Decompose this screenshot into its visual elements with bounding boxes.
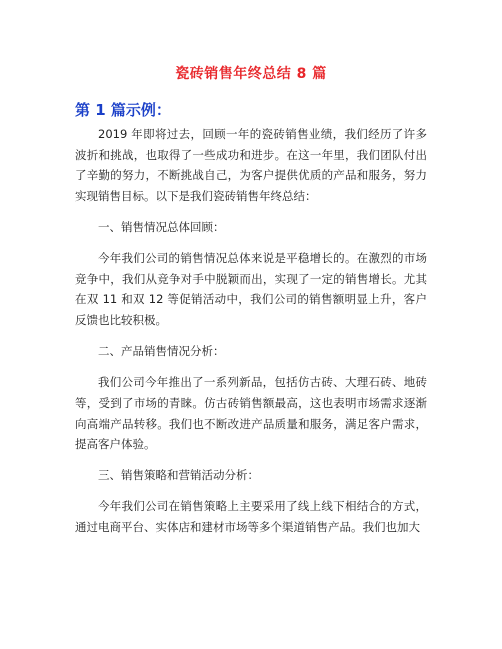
document-title: 瓷砖销售年终总结 8 篇 [175, 66, 327, 82]
paragraph-sales-overview: 今年我们公司的销售情况总体来说是平稳增长的。在激烈的市场竞争中，我们从竞争对手中脱颖而出，实现了一定的销售增长。尤其在双 11 和双 12 等促销活动中，我们公司的销售额明显上升，客户反馈也比较积极。 [75, 251, 427, 327]
paragraph-strategy-analysis: 今年我们公司在销售策略上主要采用了线上线下相结合的方式，通过电商平台、实体店和建材市场等多个渠道销售产品。我们也加大 [75, 499, 427, 535]
document-body [75, 124, 427, 548]
subheading-product-analysis: 二、产品销售情况分析： [98, 344, 225, 359]
subheading-sales-overview: 一、销售情况总体回顾： [98, 219, 225, 234]
paragraph-product-analysis: 我们公司今年推出了一系列新品，包括仿古砖、大理石砖、地砖等，受到了市场的青睐。仿古砖销售额最高，这也表明市场需求逐渐向高端产品转移。我们也不断改进产品质量和服务，满足客户需求，提高客户体验。 [75, 375, 427, 452]
subheading-strategy-analysis: 三、销售策略和营销活动分析： [98, 468, 259, 483]
intro-paragraph: 2019 年即将过去，回顾一年的瓷砖销售业绩，我们经历了许多波折和挑战，也取得了一些成功和进步。在这一年里，我们团队付出了辛勤的努力，不断挑战自己，为客户提供优质的产品和服务，努力实现销售目标。以下是我们瓷砖销售年终总结： [75, 127, 427, 203]
section-heading: 第 1 篇示例： [75, 101, 171, 119]
